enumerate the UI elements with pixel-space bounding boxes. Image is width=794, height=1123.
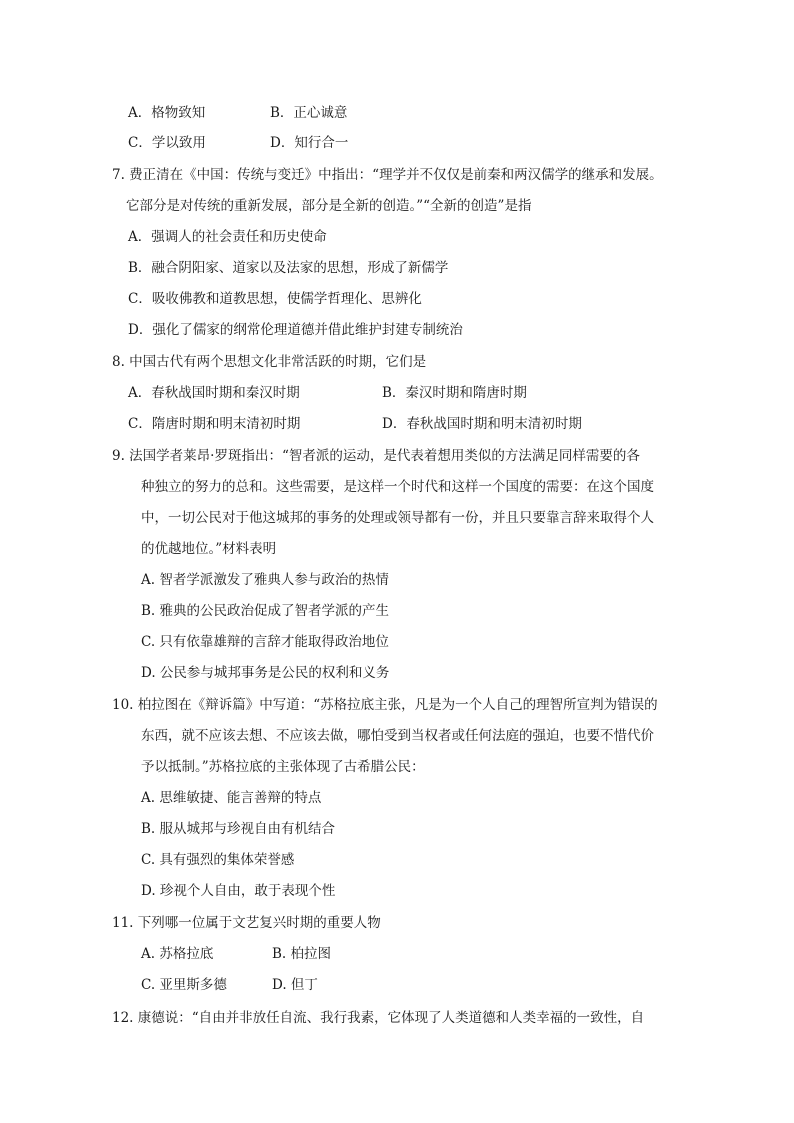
q8-option-c: C．隋唐时期和明末清初时期 xyxy=(128,416,301,432)
q8-stem: 8. 中国古代有两个思想文化非常活跃的时期，它们是 xyxy=(112,354,427,370)
q6-option-b: B．正心诚意 xyxy=(270,105,348,121)
q7-option-a: A．强调人的社会责任和历史使命 xyxy=(128,229,327,245)
q9-option-a: A. 智者学派激发了雅典人参与政治的热情 xyxy=(141,572,389,588)
q6-option-d: D．知行合一 xyxy=(270,135,349,151)
q7-option-d: D．强化了儒家的纲常伦理道德并借此维护封建专制统治 xyxy=(128,322,463,338)
q11-stem: 11. 下列哪一位属于文艺复兴时期的重要人物 xyxy=(112,915,381,931)
q7-option-c: C．吸收佛教和道教思想，使儒学哲理化、思辨化 xyxy=(128,291,422,307)
q10-stem-line3: 予以抵制。”苏格拉底的主张体现了古希腊公民： xyxy=(141,759,425,775)
q11-option-a: A. 苏格拉底 xyxy=(141,946,214,962)
q9-option-c: C. 只有依靠雄辩的言辞才能取得政治地位 xyxy=(141,634,389,650)
q8-option-b: B．秦汉时期和隋唐时期 xyxy=(382,385,527,401)
q12-stem-line1: 12. 康德说：“自由并非放任自流、我行我素，它体现了人类道德和人类幸福的一致性，自 xyxy=(112,1010,645,1026)
q9-option-b: B. 雅典的公民政治促成了智者学派的产生 xyxy=(141,603,390,619)
q6-option-a: A．格物致知 xyxy=(128,105,206,121)
q7-stem-line2: 它部分是对传统的重新发展，部分是全新的创造。”“全新的创造”是指 xyxy=(126,198,532,214)
q8-option-a: A．春秋战国时期和秦汉时期 xyxy=(128,385,300,401)
q7-stem-line1: 7. 费正清在《中国：传统与变迁》中指出：“理学并不仅仅是前秦和两汉儒学的继承和发展。 xyxy=(112,167,663,183)
q9-stem-line3: 中，一切公民对于他这城邦的事务的处理或领导都有一份，并且只要靠言辞来取得个人 xyxy=(141,510,654,526)
q9-stem-line1: 9. 法国学者莱昂·罗斑指出：“智者派的运动，是代表着想用类似的方法满足同样需要的各 xyxy=(112,448,640,464)
q10-stem-line1: 10. 柏拉图在《辩诉篇》中写道：“苏格拉底主张，凡是为一个人自己的理智所宣判为错误的 xyxy=(112,697,658,713)
q8-option-d: D．春秋战国时期和明末清初时期 xyxy=(382,416,582,432)
q11-option-c: C. 亚里斯多德 xyxy=(141,977,227,993)
q9-stem-line2: 种独立的努力的总和。这些需要，是这样一个时代和这样一个国度的需要：在这个国度 xyxy=(141,479,654,495)
q7-option-b: B．融合阴阳家、道家以及法家的思想，形成了新儒学 xyxy=(128,260,449,276)
q9-stem-line4: 的优越地位。”材料表明 xyxy=(141,541,277,557)
q6-option-c: C．学以致用 xyxy=(128,135,206,151)
q10-option-c: C. 具有强烈的集体荣誉感 xyxy=(141,852,295,868)
q11-option-b: B. 柏拉图 xyxy=(272,946,332,962)
q10-option-a: A. 思维敏捷、能言善辩的特点 xyxy=(141,790,322,806)
q10-option-b: B. 服从城邦与珍视自由有机结合 xyxy=(141,821,336,837)
q10-stem-line2: 东西，就不应该去想、不应该去做，哪怕受到当权者或任何法庭的强迫，也要不惜代价 xyxy=(141,728,654,744)
q9-option-d: D. 公民参与城邦事务是公民的权利和义务 xyxy=(141,665,390,681)
q10-option-d: D. 珍视个人自由，敢于表现个性 xyxy=(141,883,336,899)
q11-option-d: D. 但丁 xyxy=(272,977,318,993)
